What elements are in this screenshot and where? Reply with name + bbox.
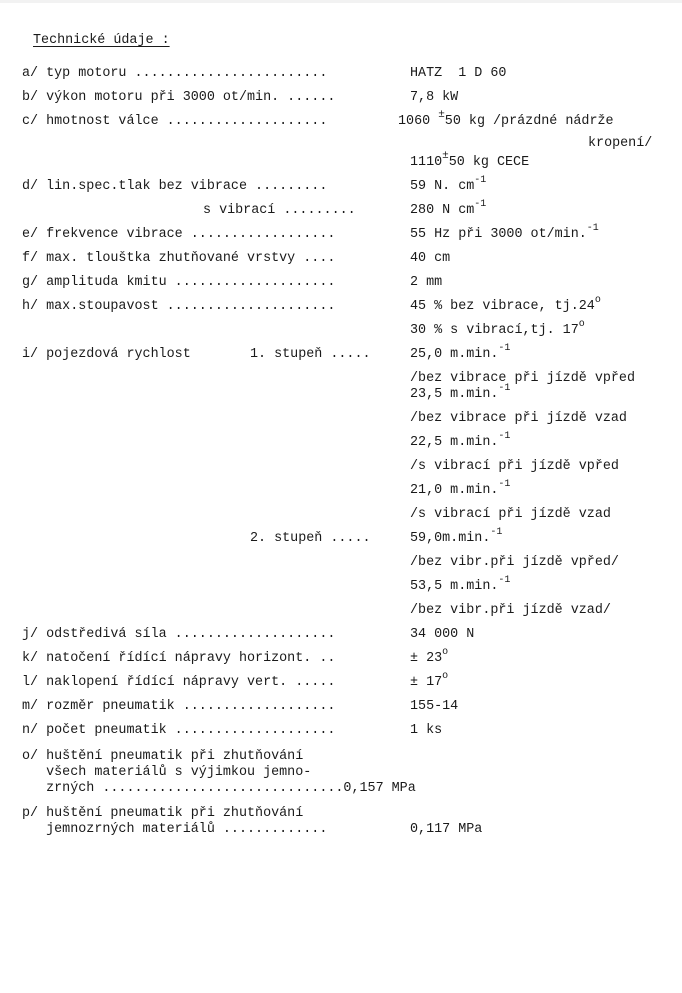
row-i-s1-value-1: 25,0 m.min.$^{-1}$ <box>410 343 511 362</box>
row-h-label: h/ max.stoupavost ..................... <box>22 299 336 314</box>
row-c-value-1: 1060 ±50 kg /prázdné nádrže <box>398 109 614 129</box>
row-a-value: HATZ 1 D 60 <box>410 66 507 81</box>
row-i-s1-note-3: /s vibrací při jízdě vpřed <box>410 459 619 474</box>
row-d2-value: 280 N $cm^{-1}$ <box>410 199 487 218</box>
row-i-s1-note-4: /s vibrací při jízdě vzad <box>410 507 611 522</box>
row-i-s1-value-2: 23,5 m.min.$^{-1}$ <box>410 383 511 402</box>
row-i-s2-note-1: /bez vibr.při jízdě vpřed/ <box>410 555 619 570</box>
row-i-s1-value-3: 22,5 m.min.$^{-1}$ <box>410 431 511 450</box>
row-e-label: e/ frekvence vibrace .................. <box>22 227 336 242</box>
row-p-value: 0,117 MPa <box>410 822 483 837</box>
row-l-label: l/ naklopení řídící nápravy vert. ..... <box>22 675 336 690</box>
row-d-value: 59 N. $cm^{-1}$ <box>410 175 487 194</box>
row-a-label: a/ typ motoru ........................ <box>22 66 328 81</box>
row-g-value: 2 mm <box>410 275 443 290</box>
row-c-label: c/ hmotnost válce .................... <box>22 114 328 129</box>
row-h-value-2: 30 % s vibrací,tj. 17$^o$ <box>410 319 585 338</box>
row-n-value: 1 ks <box>410 723 443 738</box>
row-i-stage1-label: 1. stupeň ..... <box>250 347 371 362</box>
row-j-label: j/ odstředivá síla .................... <box>22 627 336 642</box>
row-i-s2-note-2: /bez vibr.při jízdě vzad/ <box>410 603 611 618</box>
row-f-value: 40 cm <box>410 251 451 266</box>
row-d-label: d/ lin.spec.tlak bez vibrace ......... <box>22 179 328 194</box>
row-n-label: n/ počet pneumatik .................... <box>22 723 336 738</box>
row-o-line-1: o/ huštění pneumatik při zhutňování <box>22 749 304 764</box>
row-b-label: b/ výkon motoru při 3000 ot/min. ...... <box>22 90 336 105</box>
row-g-label: g/ amplituda kmitu .................... <box>22 275 336 290</box>
row-h-value-1: 45 % bez vibrace, tj.24$^o$ <box>410 295 601 314</box>
row-b-value: 7,8 kW <box>410 90 459 105</box>
row-i-stage2-label: 2. stupeň ..... <box>250 531 371 546</box>
row-o-line-3: zrných ..............................0,157 MPa <box>22 781 416 796</box>
row-i-label: i/ pojezdová rychlost <box>22 347 191 362</box>
row-o-line-2: všech materiálů s výjimkou jemno- <box>22 765 312 780</box>
row-m-label: m/ rozměr pneumatik ................... <box>22 699 336 714</box>
row-p-line-2: jemnozrných materiálů ............. <box>22 822 328 837</box>
row-c-value-2: kropení/ <box>588 136 653 151</box>
row-i-s2-value-1: 59,0m.min.$^{-1}$ <box>410 527 503 546</box>
row-m-value: 155-14 <box>410 699 459 714</box>
row-k-label: k/ natočení řídící nápravy horizont. .. <box>22 651 336 666</box>
row-i-s1-note-1: /bez vibrace při jízdě vpřed <box>410 371 635 386</box>
row-c-value-3: 1110±50 kg CECE <box>410 150 530 170</box>
row-k-value: ± $23^o$ <box>410 647 449 666</box>
row-l-value: ± $17^o$ <box>410 671 449 690</box>
row-f-label: f/ max. tlouštka zhutňované vrstvy .... <box>22 251 336 266</box>
row-j-value: 34 000 N <box>410 627 475 642</box>
row-d2-label: s vibrací ......... <box>203 203 356 218</box>
row-i-s1-value-4: 21,0 m.min.$^{-1}$ <box>410 479 511 498</box>
row-i-s2-value-2: 53,5 m.min.$^{-1}$ <box>410 575 511 594</box>
row-p-line-1: p/ huštění pneumatik při zhutňování <box>22 806 304 821</box>
page-title: Technické údaje : <box>33 33 170 48</box>
row-e-value: 55 Hz při 3000 ot/min.$^{-1}$ <box>410 223 599 242</box>
row-i-s1-note-2: /bez vibrace při jízdě vzad <box>410 411 627 426</box>
